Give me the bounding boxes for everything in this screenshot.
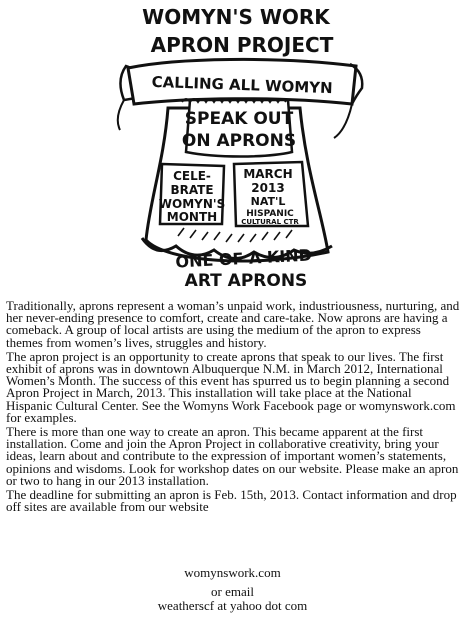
bib-line1: SPEAK OUT bbox=[184, 109, 294, 129]
contact-block bbox=[0, 566, 465, 618]
pocket-right-line: NAT'L bbox=[250, 195, 286, 208]
pocket-right-line: 2013 bbox=[251, 181, 285, 195]
banner-text: CALLING ALL WOMYN bbox=[151, 72, 333, 98]
pocket-right-line: CULTURAL CTR bbox=[241, 218, 299, 226]
paragraph: The apron project is an opportunity to create aprons that speak to our lives. The first exhibit of aprons was in downtown Albuquerque N.M. in March 2012, International Women’s Month. The success of this event has spurred us to begin planning a second Apron Project in March, 2013. This installation will take place at the National Hispanic Cultural Center. See the Womyns Work Facebook page or womynswork.com for examples. bbox=[6, 348, 456, 425]
pocket-right-line: MARCH bbox=[243, 167, 293, 181]
paragraph: There is more than one way to create an apron. This became apparent at the first installation. Come and join the Apron Project in collaborative creativity, bring your ideas, learn about and contribute to the expression of important women’s statements, opinions and wisdoms. Look for workshop dates on our website. Please make an apron or two to hang in our 2013 installation. bbox=[6, 424, 459, 488]
poster-title-line1: WOMYN'S WORK bbox=[142, 5, 330, 29]
or-email-text: or email bbox=[211, 584, 254, 600]
pocket-right-line: HISPANIC bbox=[246, 209, 294, 219]
bib-line2: ON APRONS bbox=[181, 131, 297, 151]
pocket-left-line: BRATE bbox=[170, 183, 214, 197]
body-text bbox=[6, 300, 460, 515]
bottom-line1: ONE OF A KIND bbox=[175, 245, 313, 272]
poster-title-line2: APRON PROJECT bbox=[150, 33, 334, 57]
paragraph: Traditionally, aprons represent a woman’s unpaid work, industriousness, nurturing, and her never-ending presence to comfort, create and care-take. Now aprons are having a comeback. A group of local artists are using the medium of the apron to express themes from women’s lives, struggles and history. bbox=[6, 298, 460, 350]
apron-drawing bbox=[106, 0, 366, 290]
pocket-left-line: CELE- bbox=[173, 169, 211, 183]
website-text: womynswork.com bbox=[184, 565, 281, 580]
paragraph: The deadline for submitting an apron is Feb. 15th, 2013. Contact information and drop off sites are available from our website bbox=[6, 487, 457, 515]
bottom-line2: ART APRONS bbox=[184, 271, 308, 290]
apron-illustration bbox=[106, 0, 366, 290]
pocket-left-line: MONTH bbox=[166, 210, 218, 224]
email-text: weatherscf at yahoo dot com bbox=[157, 597, 308, 613]
pocket-left-line: WOMYN'S bbox=[158, 197, 226, 211]
